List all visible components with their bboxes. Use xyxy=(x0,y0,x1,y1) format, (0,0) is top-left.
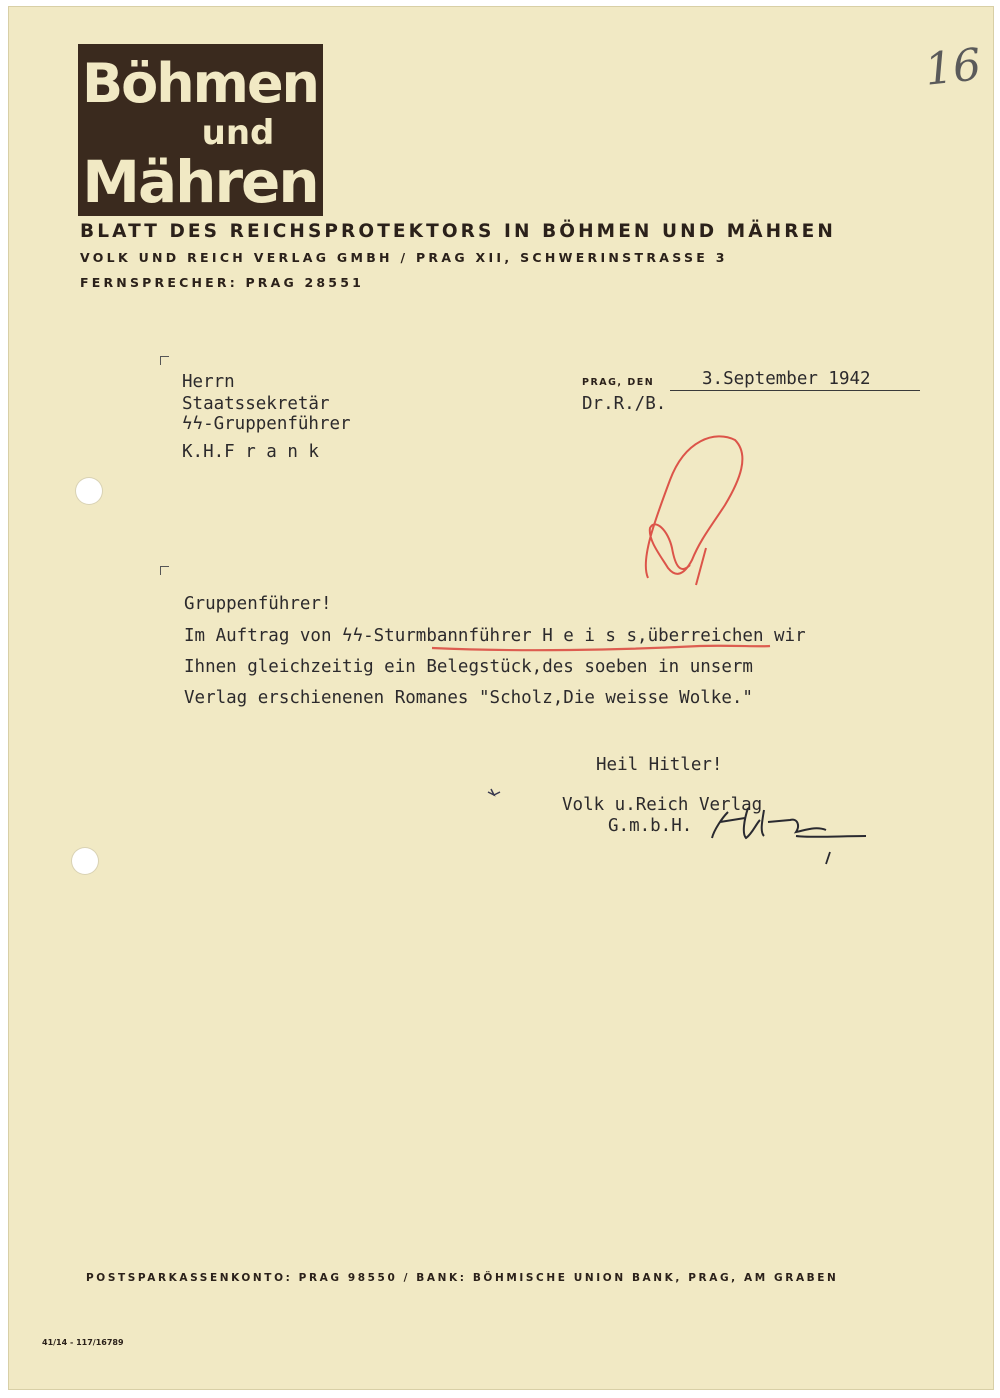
punch-hole-top xyxy=(76,478,102,504)
address-corner-mark xyxy=(160,356,169,365)
date-underline xyxy=(670,390,920,391)
reference-code: Dr.R./B. xyxy=(582,394,667,414)
body-line-1: Im Auftrag von ϟϟ-Sturmbannführer H e i s s,überreichen wir xyxy=(184,626,806,646)
masthead-logo xyxy=(78,44,323,216)
recipient-line-1: Herrn xyxy=(182,372,235,392)
closing-greeting: Heil Hitler! xyxy=(596,755,723,775)
recipient-name: K.H.F r a n k xyxy=(182,442,319,462)
body-line-3: Verlag erschienenen Romanes "Scholz,Die weisse Wolke." xyxy=(184,688,753,708)
recipient-line-3: ϟϟ-Gruppenführer xyxy=(182,414,351,434)
phone-number: FERNSPRECHER: PRAG 28551 xyxy=(80,275,365,290)
bank-details: POSTSPARKASSENKONTO: PRAG 98550 / BANK: BÖHMISCHE UNION BANK, PRAG, AM GRABEN xyxy=(86,1272,839,1284)
logo-line-3: Mähren xyxy=(82,148,318,216)
publisher-address: VOLK UND REICH VERLAG GMBH / PRAG XII, SCHWERINSTRASSE 3 xyxy=(80,250,728,265)
body-line-2: Ihnen gleichzeitig ein Belegstück,des soeben in unserm xyxy=(184,657,753,677)
handwritten-page-number: 16 xyxy=(922,39,984,96)
body-corner-mark xyxy=(160,566,169,575)
form-code: 41/14 - 117/16789 xyxy=(42,1338,124,1347)
punch-hole-bottom xyxy=(72,848,98,874)
dateline-label: PRAG, DEN xyxy=(582,377,655,388)
recipient-line-2: Staatssekretär xyxy=(182,394,330,414)
letter-date: 3.September 1942 xyxy=(702,369,871,389)
sender-line-1: Volk u.Reich Verlag xyxy=(562,795,763,815)
masthead-subtitle: BLATT DES REICHSPROTEKTORS IN BÖHMEN UND MÄHREN xyxy=(80,221,836,242)
sender-line-2: G.m.b.H. xyxy=(608,816,693,836)
salutation: Gruppenführer! xyxy=(184,594,332,614)
logo-line-2: und xyxy=(201,113,275,153)
logo-line-1: Böhmen xyxy=(81,52,319,115)
